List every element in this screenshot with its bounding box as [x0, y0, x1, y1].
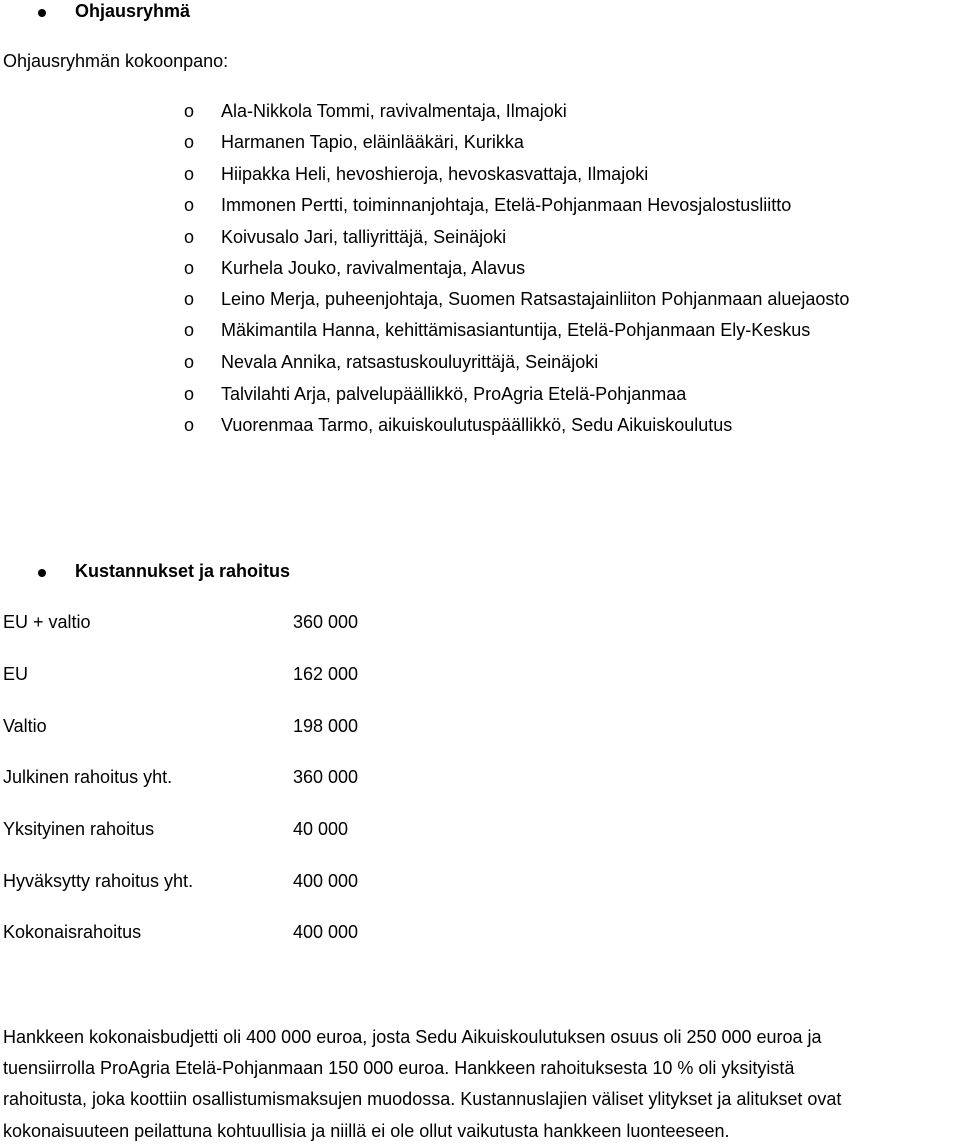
circle-bullet-icon: o	[184, 415, 195, 435]
circle-bullet-icon: o	[184, 258, 195, 278]
funding-row	[0, 819, 960, 843]
funding-row	[0, 612, 960, 636]
list-item: o Vuorenmaa Tarmo, aikuiskoulutuspäällikkö, Sedu Aikuiskoulutus	[184, 415, 733, 435]
list-item: o Nevala Annika, ratsastuskouluyrittäjä, Seinäjoki	[184, 352, 599, 372]
list-item: o Immonen Pertti, toiminnanjohtaja, Etelä-Pohjanmaan Hevosjalostusliitto	[184, 195, 792, 215]
funding-label: Julkinen rahoitus yht.	[3, 767, 173, 787]
funding-value: 400 000	[293, 922, 359, 942]
funding-row	[0, 871, 960, 895]
section-heading: Ohjausryhmä	[75, 1, 191, 21]
circle-bullet-icon: o	[184, 195, 195, 215]
funding-row	[0, 664, 960, 688]
funding-value: 198 000	[293, 716, 359, 736]
list-item: o Koivusalo Jari, talliyrittäjä, Seinäjoki	[184, 227, 507, 247]
funding-label: Kokonaisrahoitus	[3, 922, 142, 942]
circle-bullet-icon: o	[184, 101, 195, 121]
funding-label: EU	[3, 664, 29, 684]
circle-bullet-icon: o	[184, 227, 195, 247]
funding-row	[0, 767, 960, 791]
bullet-icon	[38, 569, 46, 577]
list-item: o Kurhela Jouko, ravivalmentaja, Alavus	[184, 258, 526, 278]
list-item: o Mäkimantila Hanna, kehittämisasiantuntija, Etelä-Pohjanmaan Ely-Keskus	[184, 320, 811, 340]
list-item: o Leino Merja, puheenjohtaja, Suomen Ratsastajainliiton Pohjanmaan aluejaosto	[184, 289, 850, 309]
funding-label: Hyväksytty rahoitus yht.	[3, 871, 194, 891]
circle-bullet-icon: o	[184, 320, 195, 340]
list-item: o Talvilahti Arja, palvelupäällikkö, ProAgria Etelä-Pohjanmaa	[184, 384, 687, 404]
paragraph-line: Hankkeen kokonaisbudjetti oli 400 000 euroa, josta Sedu Aikuiskoulutuksen osuus oli 250 000 euroa ja	[3, 1027, 822, 1047]
circle-bullet-icon: o	[184, 352, 195, 372]
funding-label: Yksityinen rahoitus	[3, 819, 155, 839]
list-item: o Harmanen Tapio, eläinlääkäri, Kurikka	[184, 132, 524, 152]
list-item: o Ala-Nikkola Tommi, ravivalmentaja, Ilmajoki	[184, 101, 567, 121]
funding-value: 360 000	[293, 767, 359, 787]
paragraph-line: kokonaisuuteen peilattuna kohtuullisia ja niillä ei ole ollut vaikutusta hankkeen luonteeseen.	[3, 1120, 730, 1141]
list-item: o Hiipakka Heli, hevoshieroja, hevoskasvattaja, Ilmajoki	[184, 164, 649, 184]
funding-row	[0, 922, 960, 946]
bullet-icon	[38, 9, 46, 17]
circle-bullet-icon: o	[184, 384, 195, 404]
paragraph-line: rahoitusta, joka koottiin osallistumismaksujen muodossa. Kustannuslajien väliset ylitykset ja alitukset ovat	[3, 1089, 842, 1110]
section-heading: Kustannukset ja rahoitus	[75, 561, 291, 581]
budget-paragraph	[3, 1022, 960, 1147]
circle-bullet-icon: o	[184, 132, 195, 152]
section-kustannukset-heading-row	[0, 561, 960, 585]
paragraph-line: tuensiirrolla ProAgria Etelä-Pohjanmaan 150 000 euroa. Hankkeen rahoituksesta 10 % oli yksityistä	[3, 1058, 795, 1079]
circle-bullet-icon: o	[184, 164, 195, 184]
funding-value: 360 000	[293, 612, 359, 632]
funding-value: 162 000	[293, 664, 359, 684]
intro-text: Ohjausryhmän kokoonpano:	[3, 51, 229, 71]
funding-row	[0, 716, 960, 740]
section-ohjausryhma-heading-row	[0, 1, 960, 25]
funding-label: Valtio	[3, 716, 47, 736]
funding-value: 40 000	[293, 819, 349, 839]
funding-value: 400 000	[293, 871, 359, 891]
funding-label: EU + valtio	[3, 612, 91, 632]
circle-bullet-icon: o	[184, 289, 195, 309]
